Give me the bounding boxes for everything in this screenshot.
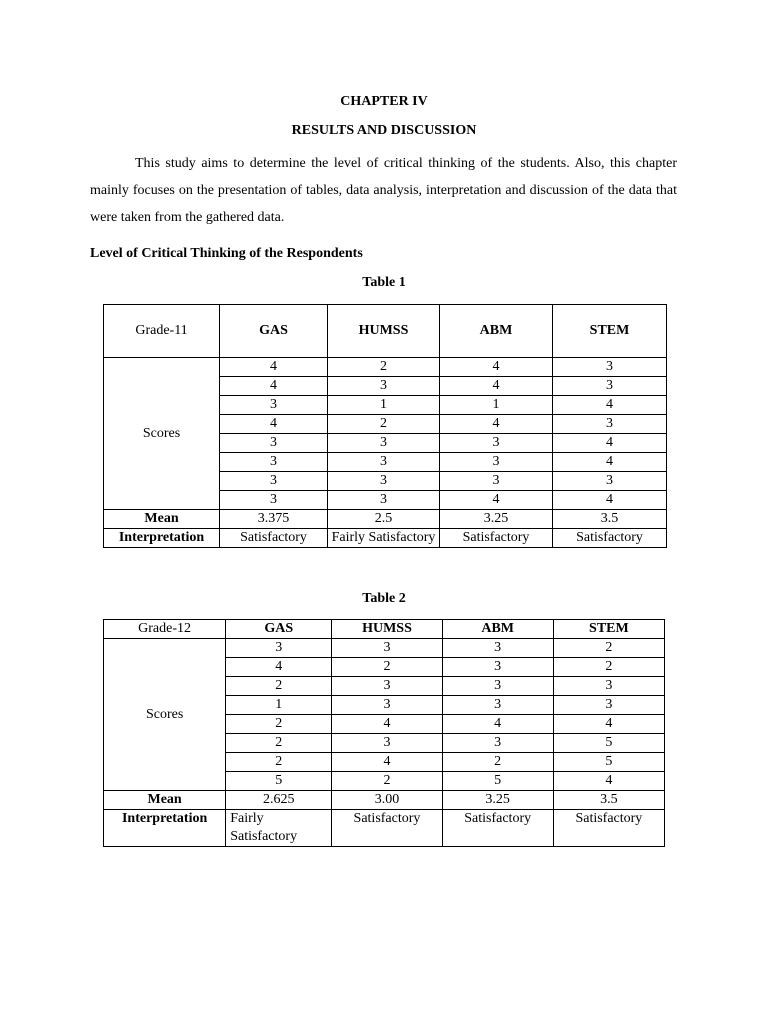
score-cell: 5 [442,772,553,791]
score-cell: 4 [220,415,328,434]
score-cell: 2 [226,677,332,696]
interpretation-cell: Satisfactory [553,529,667,548]
score-cell: 3 [220,434,328,453]
mean-cell: 2.5 [328,510,440,529]
score-cell: 2 [226,715,332,734]
score-cell: 3 [328,491,440,510]
interpretation-cell: Satisfactory [442,810,553,847]
score-cell: 4 [440,358,553,377]
column-header-gas: GAS [220,305,328,358]
interpretation-cell: Satisfactory [553,810,664,847]
score-cell: 4 [440,377,553,396]
score-cell: 2 [328,415,440,434]
scores-label: Scores [104,358,220,510]
mean-cell: 3.5 [553,510,667,529]
score-cell: 2 [553,658,664,677]
score-cell: 4 [440,415,553,434]
score-cell: 2 [553,639,664,658]
score-cell: 3 [328,377,440,396]
column-header-abm: ABM [442,620,553,639]
score-cell: 3 [553,472,667,491]
score-cell: 3 [553,677,664,696]
score-cell: 3 [332,677,442,696]
score-cell: 4 [220,377,328,396]
score-cell: 2 [226,734,332,753]
score-cell: 3 [220,472,328,491]
column-header-abm: ABM [440,305,553,358]
mean-row [104,510,667,529]
scores-label: Scores [104,639,226,791]
score-cell: 3 [440,472,553,491]
mean-cell: 2.625 [226,791,332,810]
score-cell: 3 [442,639,553,658]
score-cell: 3 [553,358,667,377]
score-cell: 4 [553,772,664,791]
mean-cell: 3.5 [553,791,664,810]
score-cell: 3 [328,472,440,491]
column-header-stem: STEM [553,620,664,639]
score-cell: 5 [553,753,664,772]
score-cell: 4 [553,453,667,472]
score-cell: 3 [328,434,440,453]
score-cell: 4 [332,753,442,772]
score-cell: 4 [226,658,332,677]
mean-cell: 3.00 [332,791,442,810]
mean-cell: 3.25 [442,791,553,810]
chapter-title: RESULTS AND DISCUSSION [291,123,477,138]
intro-paragraph: This study aims to determine the level of critical thinking of the students. Also, this chapter mainly focuses on the presentation of tables, data analysis, interpretation and discussion of the data that were taken from the gathered data. [90,156,677,225]
mean-label: Mean [104,510,220,529]
score-cell: 4 [440,491,553,510]
score-cell: 3 [220,453,328,472]
score-cell: 2 [332,772,442,791]
score-cell: 3 [328,453,440,472]
score-cell: 3 [553,696,664,715]
interpretation-label: Interpretation [104,810,226,847]
score-cell: 4 [332,715,442,734]
score-cell: 4 [553,715,664,734]
score-cell: 2 [332,658,442,677]
score-cell: 4 [553,434,667,453]
score-cell: 3 [442,658,553,677]
score-cell: 3 [553,377,667,396]
score-cell: 2 [328,358,440,377]
score-row [104,639,665,658]
score-cell: 1 [440,396,553,415]
score-cell: 3 [220,396,328,415]
score-cell: 3 [442,696,553,715]
score-cell: 3 [553,415,667,434]
score-cell: 5 [553,734,664,753]
score-cell: 1 [328,396,440,415]
score-cell: 4 [442,715,553,734]
interpretation-cell: Satisfactory [220,529,328,548]
interpretation-label: Interpretation [104,529,220,548]
table2 [103,619,665,847]
interpretation-cell: Fairly Satisfactory [226,810,332,847]
chapter-heading: CHAPTER IV [340,94,428,109]
mean-cell: 3.375 [220,510,328,529]
column-header-humss: HUMSS [332,620,442,639]
column-header-humss: HUMSS [328,305,440,358]
score-cell: 3 [332,639,442,658]
table1-caption: Table 1 [362,275,406,290]
score-cell: 1 [226,696,332,715]
interpretation-cell: Fairly Satisfactory [328,529,440,548]
score-cell: 3 [440,434,553,453]
grade-header: Grade-12 [104,620,226,639]
table1 [103,304,667,548]
score-cell: 4 [553,396,667,415]
mean-label: Mean [104,791,226,810]
table2-caption: Table 2 [362,591,406,606]
score-cell: 2 [442,753,553,772]
score-cell: 3 [332,734,442,753]
interpretation-row [104,529,667,548]
score-row [104,358,667,377]
interpretation-row [104,810,665,847]
section-title: Level of Critical Thinking of the Respondents [90,246,363,261]
column-header-gas: GAS [226,620,332,639]
score-cell: 3 [440,453,553,472]
interpretation-cell: Satisfactory [440,529,553,548]
header-row [104,620,665,639]
mean-cell: 3.25 [440,510,553,529]
score-cell: 4 [220,358,328,377]
header-row [104,305,667,358]
score-cell: 3 [332,696,442,715]
score-cell: 3 [226,639,332,658]
score-cell: 3 [220,491,328,510]
grade-header: Grade-11 [104,305,220,358]
score-cell: 3 [442,734,553,753]
score-cell: 4 [553,491,667,510]
column-header-stem: STEM [553,305,667,358]
mean-row [104,791,665,810]
score-cell: 5 [226,772,332,791]
score-cell: 2 [226,753,332,772]
interpretation-cell: Satisfactory [332,810,442,847]
score-cell: 3 [442,677,553,696]
